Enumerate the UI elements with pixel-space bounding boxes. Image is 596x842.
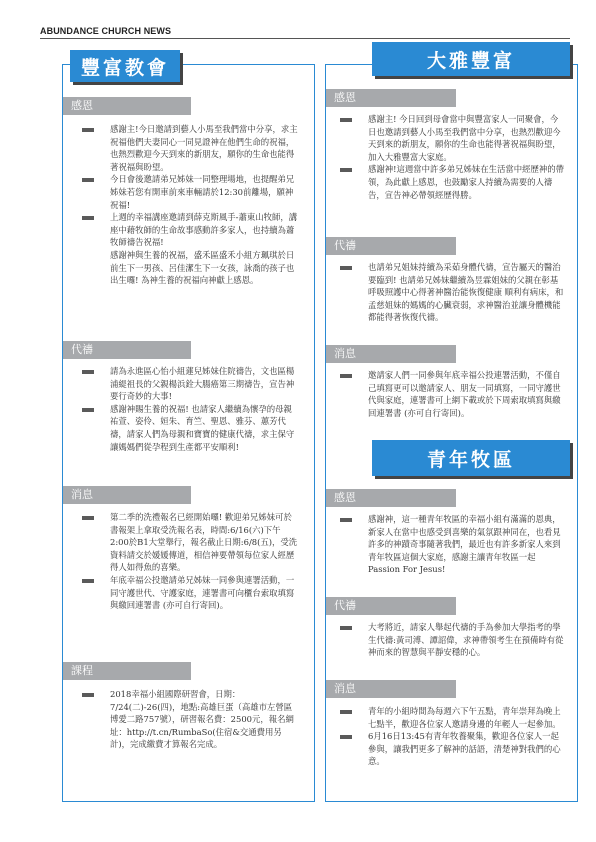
list-item: 請為永進區心怡小組蓮兒姊妹住院禱告，文也區楊浦緹祖長的父親楊浜銓大腸癌第三期禱告，宣告神要行奇妙的大事!	[82, 365, 298, 403]
masthead: ABUNDANCE CHURCH NEWS	[40, 26, 172, 36]
right-bottom-title: 青年牧區	[372, 440, 570, 476]
tab-daya-prayer: 代禱	[326, 237, 456, 255]
tab-left-courses: 課程	[63, 662, 191, 680]
list-item: 感謝主!今日邀請到藝人小馬至我們當中分享，求主祝福他們夫妻同心一同見證神在他們生命的祝福，也熱烈歡迎今天到來的新朋友，願你的生命也能得著祝福與盼望。	[82, 123, 298, 173]
tab-youth-thanks: 感恩	[326, 489, 456, 507]
right-top-title: 大雅豐富	[372, 42, 570, 76]
daya-thanks-list	[340, 113, 566, 201]
list-item: 第二季的洗禮報名已經開始囉! 歡迎弟兄姊妹可於書報架上拿取受洗報名表，時間:6/16(六)下午2:00於B1大堂舉行，報名截止日期:6/8(五)，受洗資料請交於媛媛傳道，相信神要帶領每位家人經歷得人如得魚的喜樂。	[82, 511, 298, 574]
list-item: 感謝神!這週當中許多弟兄姊妹在生活當中經歷神的帶領，為此獻上感恩，也鼓勵家人持續為需要的人禱告，宣告神必帶領經歷得勝。	[340, 163, 566, 201]
left-courses-list	[82, 688, 298, 751]
list-item: 也請弟兄姐妹持續為采茹身體代禱，宣告屬天的醫治要臨到! 也請弟兄姊妹繼續為昱霖姐妹的父親在彰基呼吸照護中心得著神醫治能恢復健康 順利有病床，和孟慈姐妹的媽媽的心臟衰弱，求神醫治並讓身體機能都能得著恢復代禱。	[340, 261, 566, 324]
daya-news-list	[340, 369, 566, 419]
tab-left-thanks: 感恩	[63, 97, 191, 115]
list-item: 今日會後邀請弟兄姊妹一同整理場地，也提醒弟兄姊妹若您有開車前來車輛請於12:30前離場，願神祝福!	[82, 173, 298, 211]
tab-youth-news: 消息	[326, 680, 456, 698]
youth-thanks-list	[340, 513, 566, 576]
left-prayer-list	[82, 365, 298, 453]
list-item: 2018幸福小組國際研習會，日期：7/24(二)-26(四)，地點:高雄巨蛋（高雄市左營區博愛二路757號），研習報名費：2500元，報名網址：http://t.cn/RumbaSo(住宿&交通費用另計)，完成繳費才算報名完成。	[82, 688, 298, 751]
list-item: 感謝神賜生養的祝福! 也請家人繼續為懷孕的母親祐萱、姿伶、姮朱、育竺、聖恩、雅芬、蕙芳代禱，請家人們為母親和寶寶的健康代禱，求主保守讓媽媽們從孕程到生產都平安順利!	[82, 403, 298, 453]
tab-youth-prayer: 代禱	[326, 597, 456, 615]
left-news-list	[82, 511, 298, 612]
left-column-title: 豐富教會	[70, 50, 180, 82]
list-item: 感謝神，這一種青年牧區的幸福小組有滿滿的恩典，新家人在當中也感受到喜樂的氣氛跟神同在，也看見許多的神蹟奇事隨著我們，最近也有許多新家人來到青年牧區這個大家庭，感謝主讓青年牧區一起Passion For Jesus!	[340, 513, 566, 576]
list-item: 邀請家人們一同參與年底幸福公投連署活動，不僅自己填寫更可以邀請家人、朋友一同填寫，一同守護世代與家庭，連署書可上網下載或於下周索取填寫與繳回連署書 (亦可自行寄回)。	[340, 369, 566, 419]
tab-left-news: 消息	[63, 486, 191, 504]
tab-daya-news: 消息	[326, 345, 456, 363]
tab-daya-thanks: 感恩	[326, 89, 456, 107]
list-item: 6月16日13:45有青年牧養聚集，歡迎各位家人一起參與，讓我們更多了解神的話語，清楚神對我們的心意。	[340, 730, 566, 768]
list-item: 年底幸福公投邀請弟兄姊妹一同參與連署活動，一同守護世代、守護家庭，連署書可向櫃台索取填寫與繳回連署書 (亦可自行寄回)。	[82, 574, 298, 612]
left-thanks-list	[82, 123, 298, 287]
youth-prayer-list	[340, 621, 566, 659]
youth-news-list	[340, 705, 566, 768]
list-item: 青年的小組時間為每週六下午五點，青年崇拜為晚上七點半，歡迎各位家人邀請身邊的年輕人一起參加。	[340, 705, 566, 730]
list-item: 上週的幸福講座邀請到薛克斯風手-蕭東山牧師，講座中藉牧師的生命故事感動許多家人，也持續為蕭牧師禱告祝福! 感謝神與生養的祝福，盛禾區盛禾小組方珮琪於日前生下一男孩、呂佳潔生下一女孩，詠喬的孩子也出生囉! 為神生養的祝福向神獻上感恩。	[82, 211, 298, 287]
list-item: 感謝主! 今日回到母會當中與豐富家人一同聚會，今日也邀請到藝人小馬至我們當中分享，也熱烈歡迎今天到來的新朋友，願你的生命也能得著祝福與盼望，加入大雅豐富大家庭。	[340, 113, 566, 163]
header-rule	[40, 38, 570, 39]
daya-prayer-list	[340, 261, 566, 324]
list-item: 大考將近，請家人舉起代禱的手為參加大學指考的學生代禱:黃司溥、譚詔偉，求神帶領考生在預備時有從神而來的智慧與平靜安穩的心。	[340, 621, 566, 659]
tab-left-prayer: 代禱	[63, 341, 191, 359]
